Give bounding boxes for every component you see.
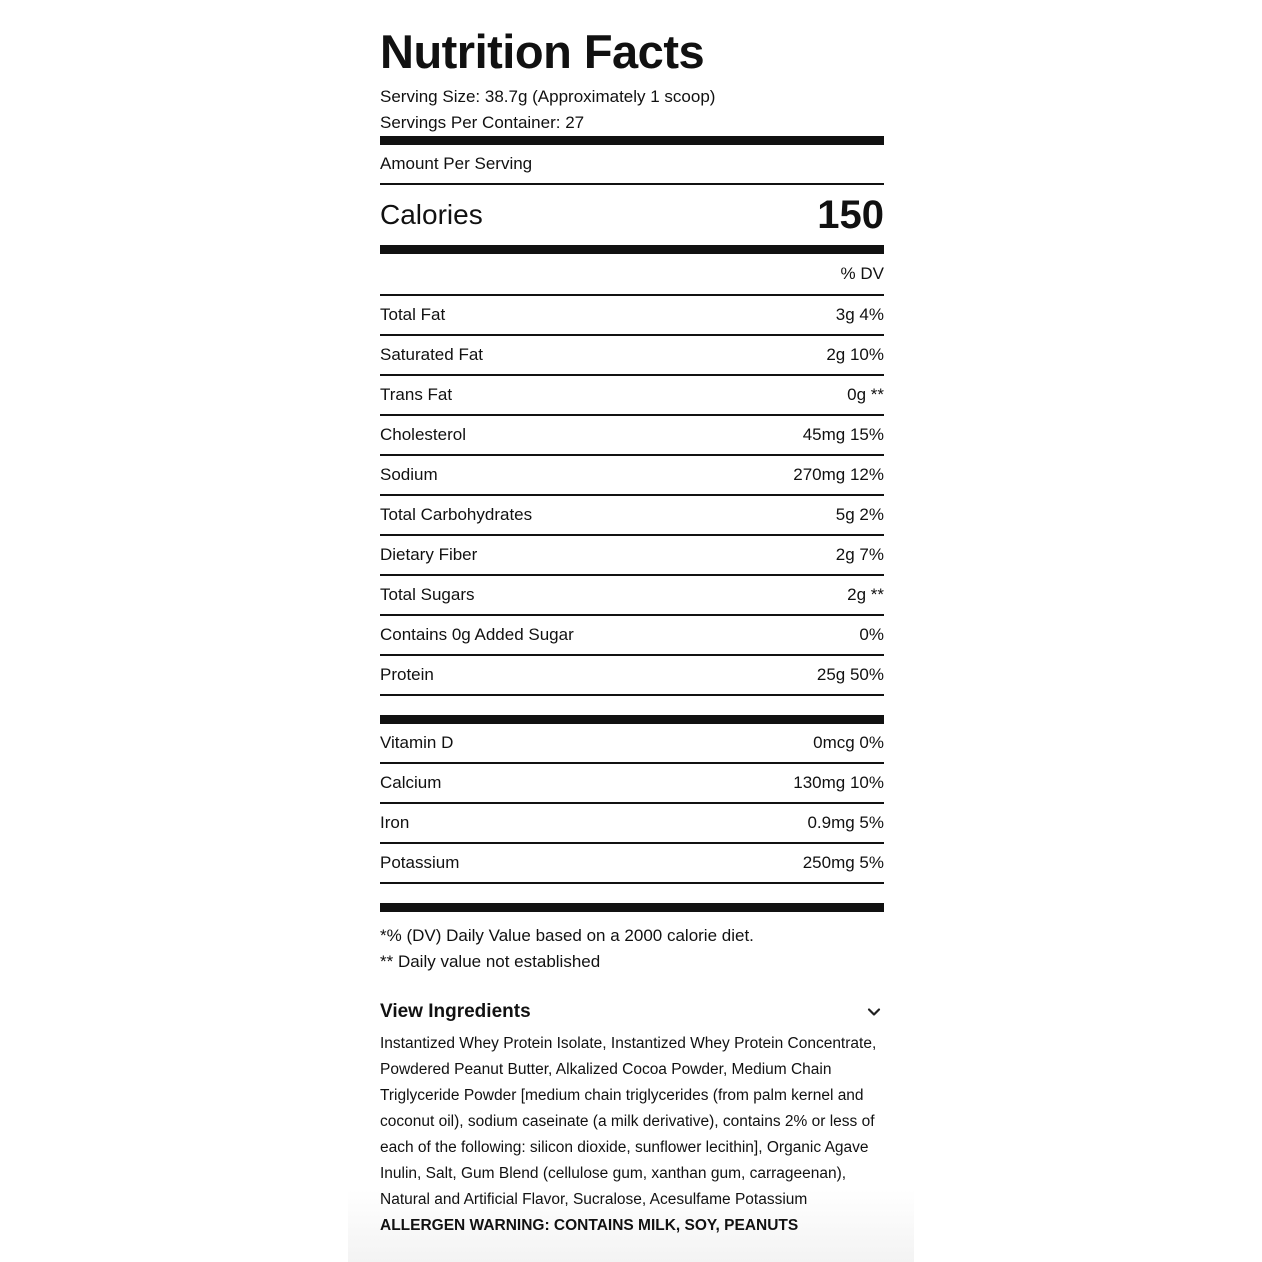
calories-label: Calories <box>380 199 483 230</box>
vitamin-name: Iron <box>380 813 410 832</box>
nutrient-value: 25g 50% <box>816 665 884 684</box>
nutrient-name: Protein <box>380 665 434 684</box>
footnotes <box>380 912 884 975</box>
thick-divider <box>380 245 884 254</box>
nutrient-name: Total Carbohydrates <box>380 505 533 524</box>
vitamin-value: 130mg 10% <box>793 773 884 792</box>
calories-value: 150 <box>817 192 884 237</box>
nutrient-row <box>380 296 884 336</box>
nutrient-value: 2g 7% <box>835 545 884 564</box>
nutrient-row <box>380 456 884 496</box>
dv-header-row <box>380 254 884 296</box>
nutrient-row <box>380 536 884 576</box>
vitamin-name: Calcium <box>380 773 442 792</box>
nutrient-name: Dietary Fiber <box>380 545 478 564</box>
vitamin-list <box>380 724 884 884</box>
nutrient-value: 5g 2% <box>835 505 884 524</box>
dv-header: % DV <box>840 264 884 283</box>
nutrient-row <box>380 616 884 656</box>
nutrient-row <box>380 656 884 696</box>
nutrient-row <box>380 376 884 416</box>
nutrient-name: Sodium <box>380 465 438 484</box>
nutrient-value: 0% <box>859 625 884 644</box>
nutrient-value: 2g ** <box>847 585 884 604</box>
thick-divider <box>380 715 884 724</box>
vitamin-row <box>380 764 884 804</box>
view-ingredients-label: View Ingredients <box>380 1001 531 1022</box>
footnote-not-established: ** Daily value not established <box>380 952 601 971</box>
allergen-warning: ALLERGEN WARNING: CONTAINS MILK, SOY, PEANUTS <box>380 1217 799 1234</box>
view-ingredients-toggle[interactable] <box>380 997 884 1027</box>
nutrient-name: Saturated Fat <box>380 345 484 364</box>
section-gap <box>380 884 884 903</box>
amount-per-serving-label: Amount Per Serving <box>380 154 533 173</box>
nutrient-value: 2g 10% <box>826 345 884 364</box>
vitamin-value: 0mcg 0% <box>813 733 884 752</box>
section-gap <box>380 696 884 715</box>
nutrient-name: Trans Fat <box>380 385 453 404</box>
thick-divider <box>380 903 884 912</box>
nutrient-name: Cholesterol <box>380 425 466 444</box>
amount-per-serving <box>380 145 884 185</box>
nutrient-list <box>380 296 884 696</box>
nutrient-value: 3g 4% <box>835 305 884 324</box>
nutrition-label <box>380 20 884 1239</box>
nutrition-title: Nutrition Facts <box>380 25 705 78</box>
nutrient-value: 0g ** <box>847 385 884 404</box>
vitamin-value: 0.9mg 5% <box>807 813 884 832</box>
servings-per-container: Servings Per Container: 27 <box>380 113 585 132</box>
nutrient-row <box>380 336 884 376</box>
vitamin-row <box>380 844 884 884</box>
ingredients-text: Instantized Whey Protein Isolate, Instantized Whey Protein Concentrate, Powdered Peanut Butter, Alkalized Cocoa Powder, Medium Chain Triglyceride Powder [medium chain triglycerides (from palm kernel and coconut oil), sodium caseinate (a milk derivative), contains 2% or less of each of the following: silicon dioxide, sunflower lecithin], Organic Agave Inulin, Salt, Gum Blend (cellulose gum, xanthan gum, carrageenan), Natural and Artificial Flavor, Sucralose, Acesulfame Potassium <box>380 1035 877 1208</box>
chevron-down-icon[interactable] <box>864 1002 884 1022</box>
nutrient-name: Contains 0g Added Sugar <box>380 625 574 644</box>
calories-row <box>380 185 884 245</box>
vitamin-name: Vitamin D <box>380 733 454 752</box>
nutrient-row <box>380 576 884 616</box>
vitamin-name: Potassium <box>380 853 460 872</box>
nutrient-row <box>380 416 884 456</box>
footnote-daily-value: *% (DV) Daily Value based on a 2000 calorie diet. <box>380 926 754 945</box>
thick-divider <box>380 136 884 145</box>
nutrient-name: Total Fat <box>380 305 446 324</box>
nutrient-name: Total Sugars <box>380 585 475 604</box>
serving-size: Serving Size: 38.7g (Approximately 1 scoop) <box>380 87 716 106</box>
nutrient-value: 45mg 15% <box>802 425 884 444</box>
vitamin-row <box>380 804 884 844</box>
nutrient-row <box>380 496 884 536</box>
vitamin-row <box>380 724 884 764</box>
nutrient-value: 270mg 12% <box>793 465 884 484</box>
vitamin-value: 250mg 5% <box>802 853 884 872</box>
